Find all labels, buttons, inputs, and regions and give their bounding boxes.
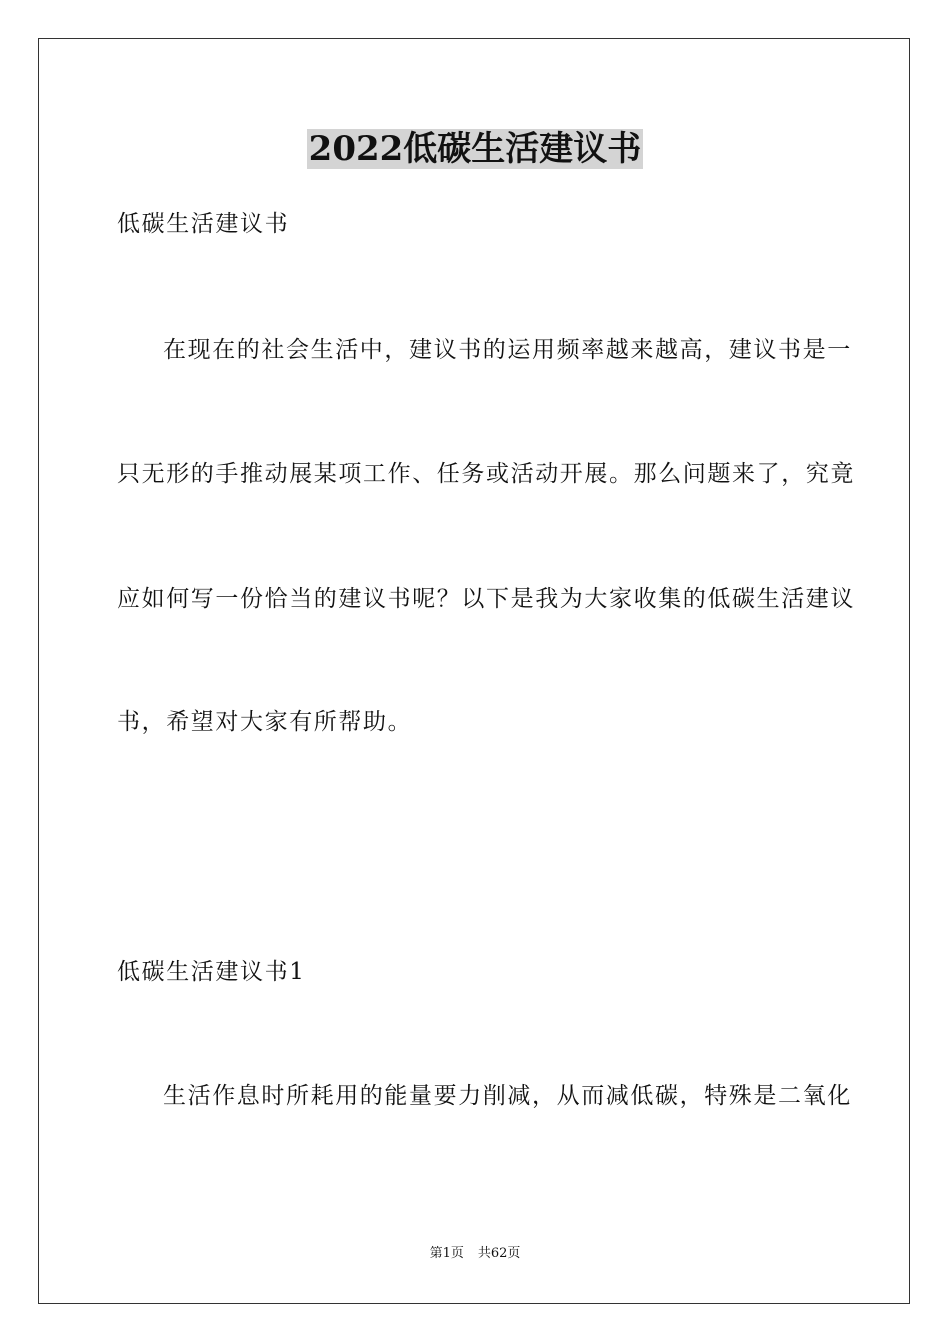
- page-total: 共62页: [477, 1246, 521, 1261]
- page-number: 第1页: [429, 1246, 464, 1261]
- section-heading: 低碳生活建议书1: [117, 959, 306, 985]
- document-title-text: 2022低碳生活建议书: [308, 129, 642, 169]
- paragraph-line: 书，希望对大家有所帮助。: [117, 709, 413, 735]
- section-heading: 低碳生活建议书: [117, 211, 290, 237]
- page-footer: [0, 1245, 950, 1263]
- paragraph-line: 只无形的手推动展某项工作、任务或活动开展。那么问题来了，究竟: [117, 461, 855, 487]
- paragraph-line: 生活作息时所耗用的能量要力削减，从而减低碳，特殊是二氧化: [163, 1083, 852, 1109]
- paragraph-line: 应如何写一份恰当的建议书呢？以下是我为大家收集的低碳生活建议: [117, 586, 855, 612]
- paragraph-line: 在现在的社会生活中，建议书的运用频率越来越高，建议书是一: [163, 337, 852, 363]
- document-title: [0, 125, 950, 173]
